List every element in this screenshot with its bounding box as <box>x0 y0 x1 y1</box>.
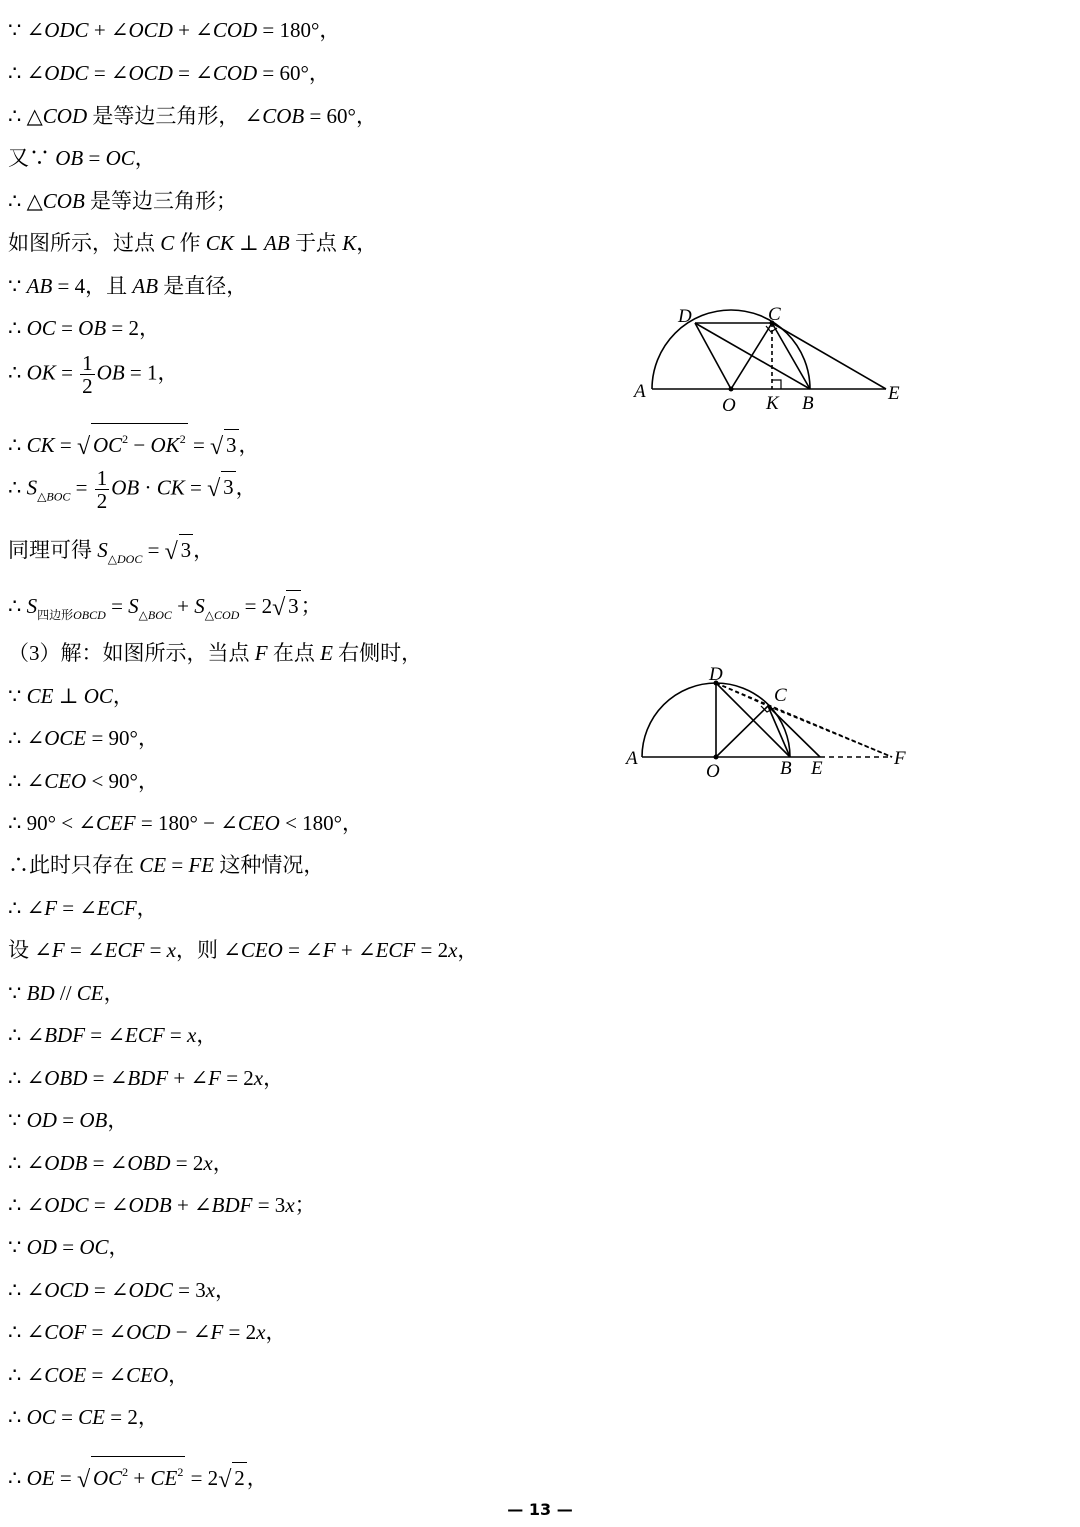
proof-line-29: ∴ ∠OCD = ∠ODC = 3x， <box>8 1278 237 1302</box>
proof-line-18: ∴ 90° < ∠CEF = 180° − ∠CEO < 180°， <box>8 811 364 835</box>
proof-line-15: ∵ CE ⊥ OC， <box>8 684 134 708</box>
proof-line-7: ∵ AB = 4，且 AB 是直径， <box>8 274 248 298</box>
proof-line-2: ∴ ∠ODC = ∠OCD = ∠COD = 60°， <box>8 61 330 85</box>
proof-line-6: 如图所示，过点 C 作 CK ⊥ AB 于点 K， <box>8 231 378 255</box>
proof-line-3: ∴ △COD 是等边三角形， ∠COB = 60°， <box>8 104 377 128</box>
geometry-figure-2 <box>620 664 920 784</box>
proof-line-28: ∵ OD = OC， <box>8 1235 130 1259</box>
proof-line-21: 设 ∠F = ∠ECF = x，则 ∠CEO = ∠F + ∠ECF = 2x， <box>8 938 479 962</box>
proof-line-25: ∵ OD = OB， <box>8 1108 129 1132</box>
proof-line-16: ∴ ∠OCE = 90°， <box>8 726 159 750</box>
proof-line-1: ∵ ∠ODC + ∠OCD + ∠COD = 180°， <box>8 18 341 42</box>
fig2-label-E: E <box>811 758 823 779</box>
geometry-figure-1 <box>620 296 920 426</box>
proof-line-4: 又∵ OB = OC， <box>8 146 156 170</box>
fig2-label-C: C <box>774 685 787 706</box>
fig1-label-D: D <box>678 306 692 327</box>
fig1-label-O: O <box>722 395 736 416</box>
proof-line-27: ∴ ∠ODC = ∠ODB + ∠BDF = 3x； <box>8 1193 316 1217</box>
proof-line-24: ∴ ∠OBD = ∠BDF + ∠F = 2x， <box>8 1066 285 1090</box>
proof-line-8: ∴ OC = OB = 2， <box>8 316 160 340</box>
fig2-label-F: F <box>894 748 906 769</box>
proof-line-30: ∴ ∠COF = ∠OCD − ∠F = 2x， <box>8 1320 287 1344</box>
proof-line-14: （3）解：如图所示，当点 F 在点 E 右侧时， <box>8 641 423 665</box>
fig2-label-A: A <box>626 748 638 769</box>
proof-line-17: ∴ ∠CEO < 90°， <box>8 769 159 793</box>
fig1-label-E: E <box>888 383 900 404</box>
proof-line-5: ∴ △COB 是等边三角形； <box>8 189 238 213</box>
fig1-label-K: K <box>766 393 779 414</box>
fig2-label-D: D <box>709 664 723 685</box>
proof-line-26: ∴ ∠ODB = ∠OBD = 2x， <box>8 1151 234 1175</box>
proof-line-9: ∴ OK = $\frac{1}{2}$ OB = 1， <box>8 351 179 398</box>
proof-line-31: ∴ ∠COE = ∠CEO， <box>8 1363 190 1387</box>
fig2-label-O: O <box>706 761 720 782</box>
fig1-label-B: B <box>802 393 814 414</box>
fig1-label-A: A <box>634 381 646 402</box>
fig2-label-B: B <box>780 758 792 779</box>
proof-line-10: ∴ CK = √ $OC^2 - OK^2$ = √ 3， <box>8 423 260 458</box>
fig1-label-C: C <box>768 304 781 325</box>
proof-line-13: ∴ $S_{四边形OBCD} = S_{\triangle BOC} + S_{\triangle COD} = 2$ √ 3； <box>8 590 322 628</box>
page-number: — 13 — <box>507 1500 573 1519</box>
proof-line-32: ∴ OC = CE = 2， <box>8 1405 159 1429</box>
proof-line-23: ∴ ∠BDF = ∠ECF = x， <box>8 1023 218 1047</box>
proof-line-11: ∴ $S_{\triangle BOC}$ = $\frac{1}{2}$ OB · CK = √ 3， <box>8 466 257 513</box>
proof-line-33: ∴ OE = √ $OC^2 + CE^2 = 2$ √ 2， <box>8 1456 268 1491</box>
proof-line-19: ∴此时只存在 CE = FE 这种情况， <box>8 853 325 877</box>
proof-line-22: ∵ BD // CE， <box>8 981 125 1005</box>
proof-line-12: 同理可得 $S_{\triangle DOC}$ = √ 3， <box>8 534 214 572</box>
proof-line-20: ∴ ∠F = ∠ECF， <box>8 896 158 920</box>
